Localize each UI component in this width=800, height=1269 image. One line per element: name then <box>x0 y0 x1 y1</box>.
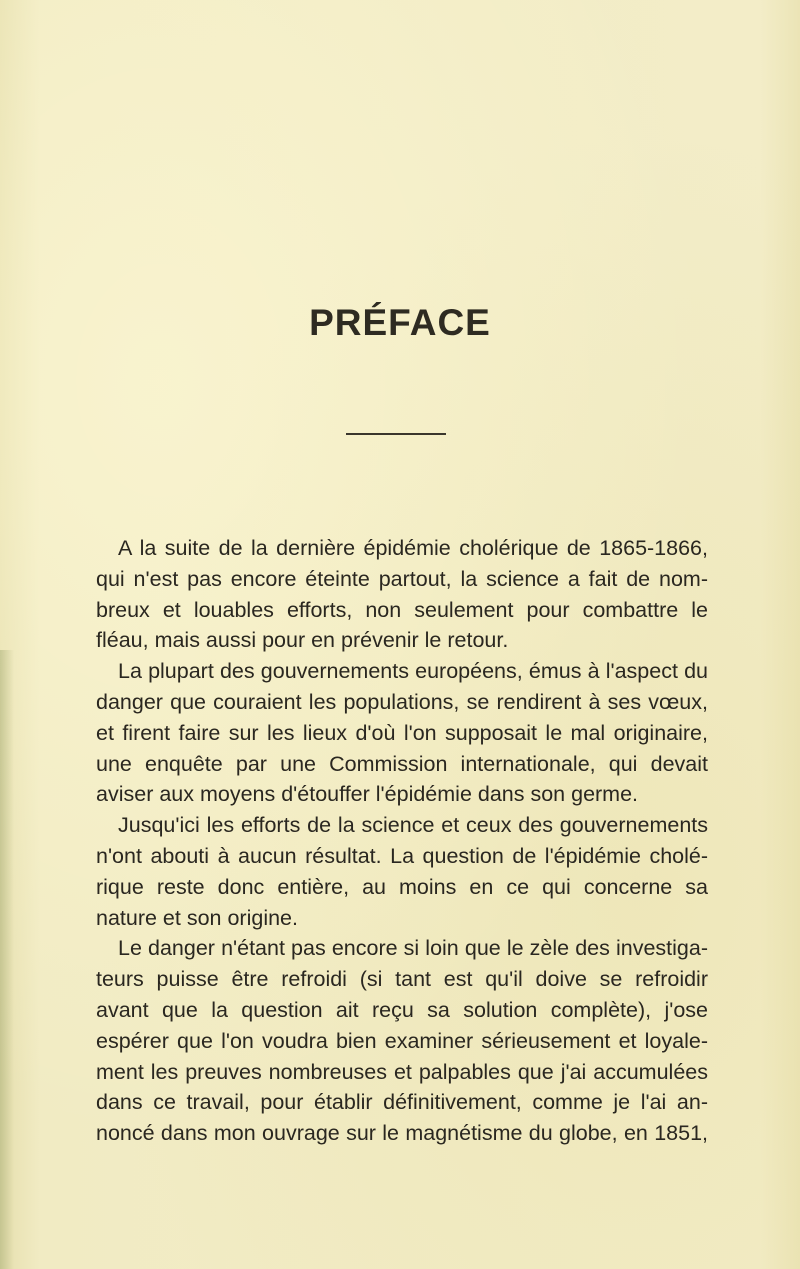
text-line: nature et son origine. <box>96 905 298 930</box>
text-line: teurs puisse être refroidi (si tant est qu'il doive se refroidir <box>96 967 708 992</box>
text-line: Jusqu'ici les efforts de la science et ceux des gouvernements <box>118 813 708 838</box>
text-line: noncé dans mon ouvrage sur le magnétisme du globe, en 1851, <box>96 1121 708 1146</box>
text-line: breux et louables efforts, non seulement pour combattre le <box>96 597 708 622</box>
title-divider <box>346 433 446 435</box>
page-title: PRÉFACE <box>309 302 491 343</box>
text-line: A la suite de la dernière épidémie cholérique de 1865-1866, <box>118 536 708 560</box>
text-line: danger que couraient les populations, se rendirent à ses vœux, <box>96 689 708 714</box>
text-line: espérer que l'on voudra bien examiner sérieusement et loyale- <box>96 1028 708 1053</box>
text-line: n'ont abouti à aucun résultat. La question de l'épidémie cholé- <box>96 843 708 868</box>
text-line: une enquête par une Commission internationale, qui devait <box>96 751 708 776</box>
text-line: qui n'est pas encore éteinte partout, la science a fait de nom- <box>96 566 708 591</box>
preface-body <box>96 533 708 1149</box>
text-line: fléau, mais aussi pour en prévenir le retour. <box>96 628 509 653</box>
text-line: rique reste donc entière, au moins en ce qui concerne sa <box>96 874 708 899</box>
text-line: La plupart des gouvernements européens, émus à l'aspect du <box>118 659 708 684</box>
text-line: ment les preuves nombreuses et palpables que j'ai accumulées <box>96 1059 708 1084</box>
page-edge-stain <box>0 650 14 1269</box>
text-line: aviser aux moyens d'étouffer l'épidémie dans son germe. <box>96 782 639 807</box>
text-line: dans ce travail, pour établir définitivement, comme je l'ai an- <box>96 1090 708 1115</box>
text-line: et firent faire sur les lieux d'où l'on supposait le mal originaire, <box>96 720 708 745</box>
text-line: avant que la question ait reçu sa solution complète), j'ose <box>96 997 708 1022</box>
text-line: Le danger n'étant pas encore si loin que le zèle des investiga- <box>118 936 708 961</box>
